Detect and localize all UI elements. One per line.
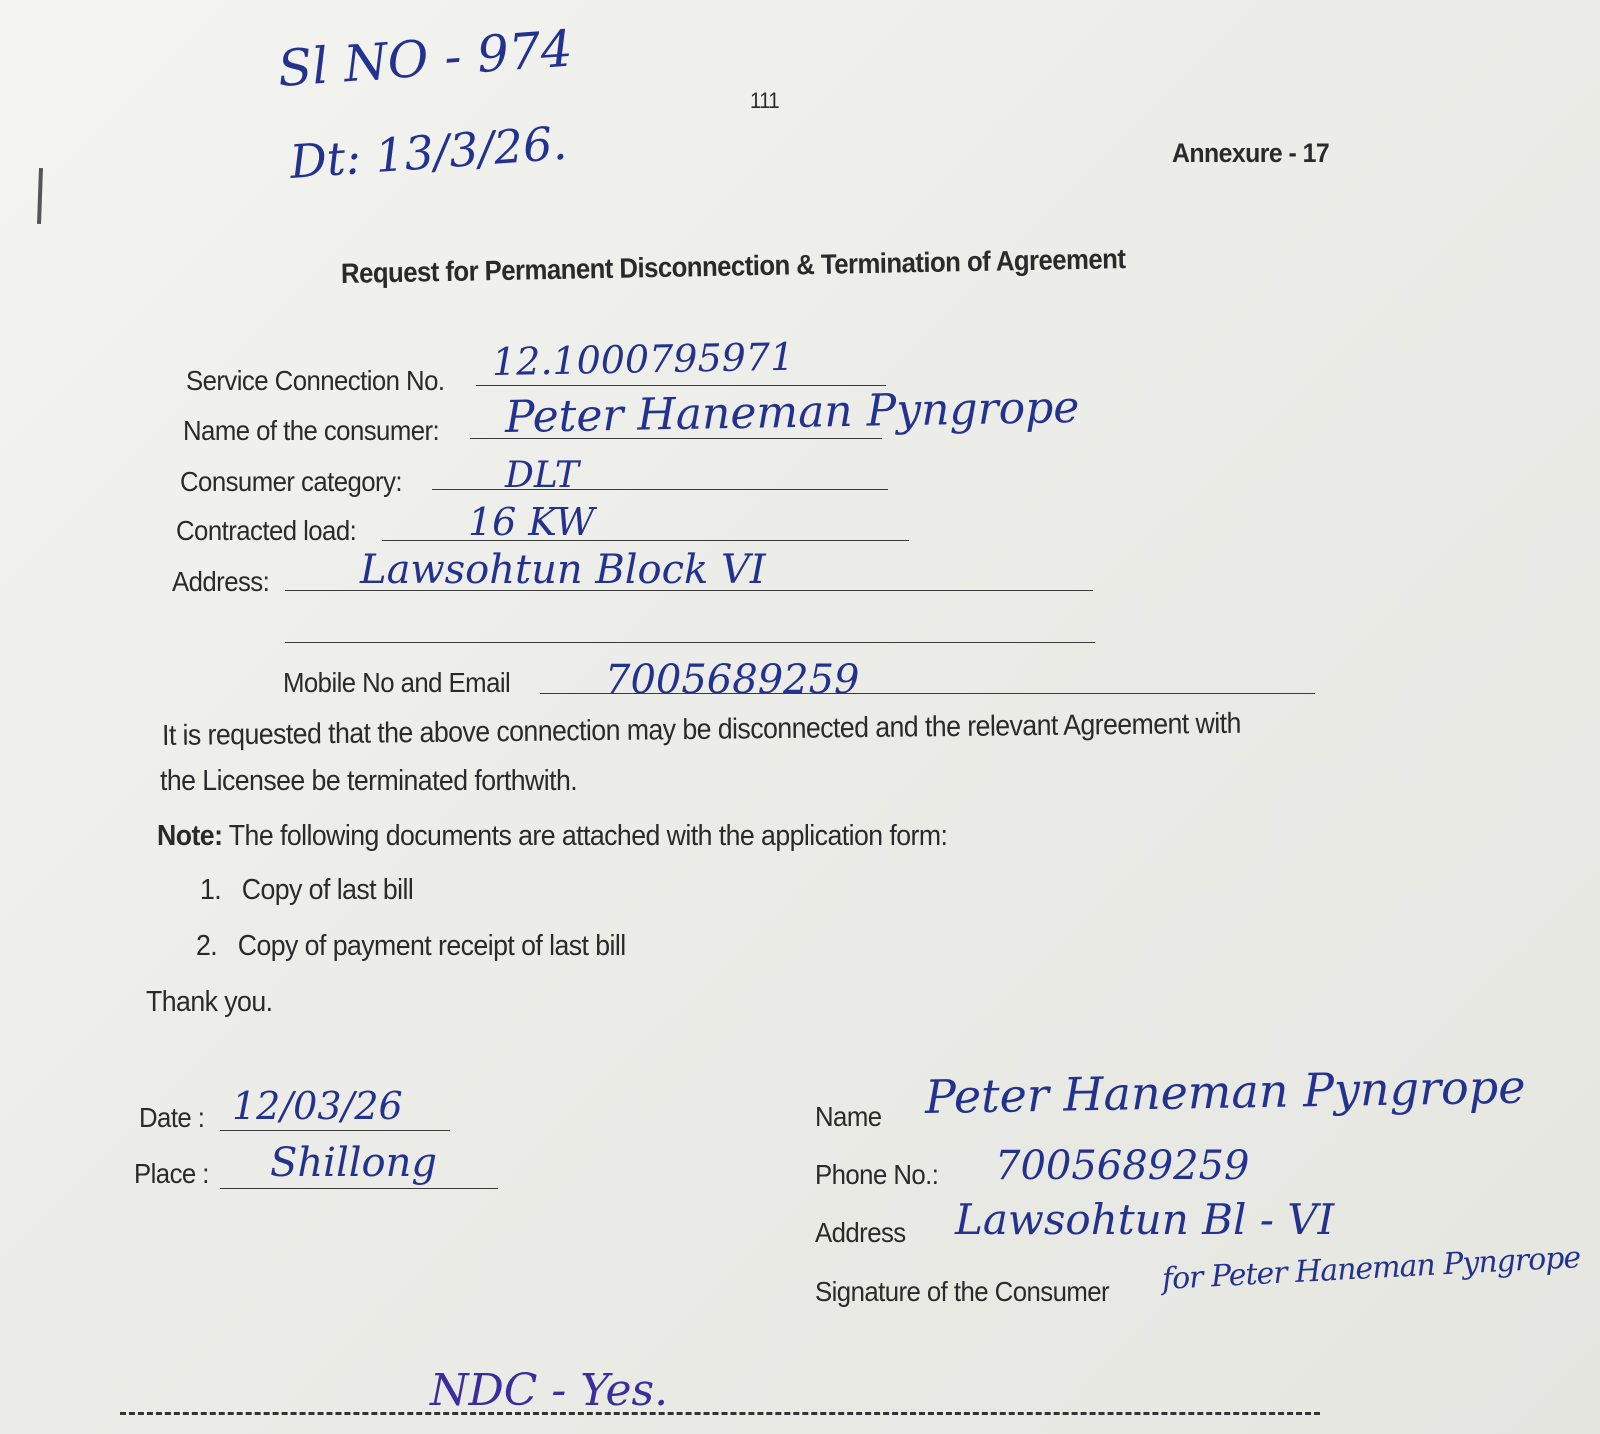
consumer-category-underline — [432, 489, 888, 490]
address-value[interactable]: Lawsohtun Block VI — [360, 547, 766, 593]
service-connection-value[interactable]: 12.1000795971 — [491, 334, 795, 384]
phone-value[interactable]: 7005689259 — [995, 1143, 1250, 1189]
date-value[interactable]: 12/03/26 — [232, 1084, 403, 1128]
address-label: Address: — [172, 566, 270, 597]
request-text-line-2: the Licensee be terminated forthwith. — [160, 765, 578, 797]
document-list-item — [200, 874, 413, 907]
place-label: Place : — [134, 1158, 209, 1189]
signer-address-label: Address — [815, 1217, 906, 1248]
place-value[interactable]: Shillong — [270, 1140, 437, 1186]
signer-address-value[interactable]: Lawsohtun Bl - VI — [955, 1195, 1335, 1244]
consumer-name-value[interactable]: Peter Haneman Pyngrope — [504, 381, 1080, 443]
address-second-underline — [285, 642, 1095, 643]
page-number: 111 — [750, 88, 780, 113]
received-date: Dt: 13/3/26. — [288, 115, 569, 189]
page-title: Request for Permanent Disconnection & Termination of Agreement — [340, 243, 1126, 289]
cut-line — [120, 1412, 1320, 1415]
phone-label: Phone No.: — [815, 1159, 939, 1190]
note-label: Note: — [157, 820, 223, 852]
contracted-load-underline — [382, 540, 909, 541]
signer-name-value[interactable]: Peter Haneman Pyngrope — [924, 1059, 1526, 1124]
service-connection-label: Service Connection No. — [186, 365, 445, 396]
consumer-category-label: Consumer category: — [180, 466, 403, 497]
document-item-number: 2. — [196, 930, 218, 962]
annexure-label: Annexure - 17 — [1172, 138, 1330, 168]
ndc-note: NDC - Yes. — [430, 1365, 669, 1416]
document-item-number: 1. — [200, 874, 222, 906]
date-underline — [220, 1130, 450, 1131]
date-label: Date : — [139, 1102, 205, 1133]
contracted-load-label: Contracted load: — [176, 515, 357, 546]
consumer-signature[interactable]: for Peter Haneman Pyngrope — [1161, 1240, 1581, 1297]
signer-name-label: Name — [815, 1101, 882, 1132]
document-list-item — [196, 930, 626, 963]
thank-you-text: Thank you. — [146, 986, 273, 1018]
mobile-email-label: Mobile No and Email — [283, 667, 511, 698]
serial-number: Sl NO - 974 — [275, 19, 575, 98]
place-underline — [220, 1188, 498, 1189]
mobile-email-value[interactable]: 7005689259 — [605, 657, 860, 703]
note-text: The following documents are attached with the application form: — [228, 820, 948, 852]
margin-pen-mark — [37, 168, 43, 224]
note-line — [157, 820, 947, 853]
document-item-text: Copy of last bill — [241, 874, 414, 906]
request-text-line-1: It is requested that the above connection may be disconnected and the relevant Agreement with — [161, 707, 1241, 752]
signature-label: Signature of the Consumer — [815, 1276, 1110, 1307]
consumer-name-label: Name of the consumer: — [183, 415, 440, 446]
document-item-text: Copy of payment receipt of last bill — [237, 930, 626, 962]
contracted-load-value[interactable]: 16 KW — [468, 500, 595, 544]
consumer-category-value[interactable]: DLT — [505, 455, 579, 496]
